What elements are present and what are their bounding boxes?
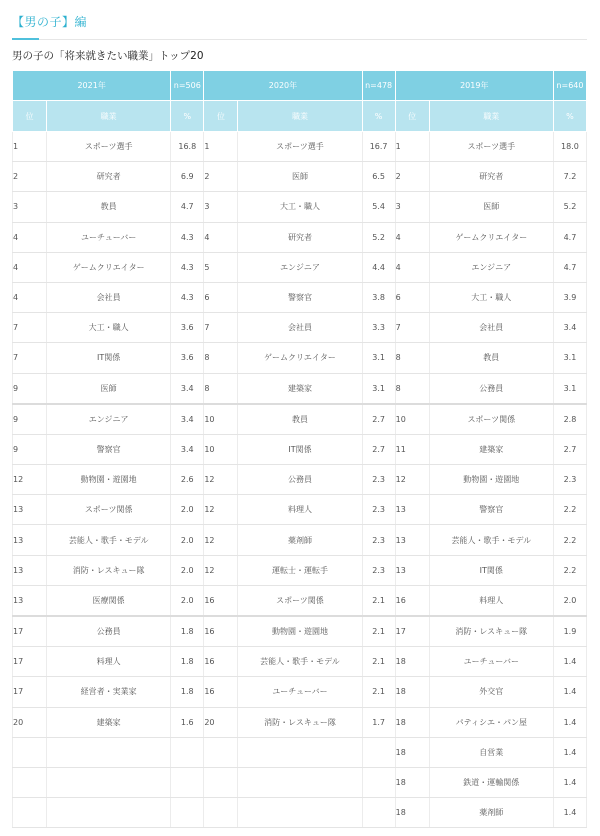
- job-cell: 芸能人・歌手・モデル: [47, 525, 171, 555]
- rank-cell: 8: [395, 343, 429, 373]
- percent-cell: 1.6: [171, 707, 204, 737]
- table-row: [13, 434, 587, 464]
- table-row: [13, 767, 587, 797]
- job-cell: 自営業: [429, 737, 553, 767]
- percent-cell: 3.4: [171, 404, 204, 435]
- rank-cell: 12: [204, 465, 238, 495]
- job-cell: 研究者: [238, 222, 362, 252]
- percent-cell: 3.1: [553, 343, 586, 373]
- rank-cell: 12: [395, 465, 429, 495]
- percent-cell: 3.3: [362, 313, 395, 343]
- table-row: [13, 162, 587, 192]
- rank-cell: 18: [395, 798, 429, 828]
- percent-cell: 6.9: [171, 162, 204, 192]
- rank-cell: 11: [395, 434, 429, 464]
- table-row: [13, 132, 587, 162]
- job-cell: 教員: [47, 192, 171, 222]
- job-cell: 公務員: [429, 373, 553, 404]
- job-cell: [238, 798, 362, 828]
- rank-cell: 8: [395, 373, 429, 404]
- job-cell: 研究者: [429, 162, 553, 192]
- job-cell: 薬剤師: [429, 798, 553, 828]
- job-cell: 医師: [429, 192, 553, 222]
- percent-cell: 3.6: [171, 313, 204, 343]
- rank-cell: 12: [13, 465, 47, 495]
- rank-cell: 17: [13, 677, 47, 707]
- table-row: [13, 798, 587, 828]
- rank-cell: 4: [395, 252, 429, 282]
- rank-cell: 16: [395, 585, 429, 616]
- job-cell: エンジニア: [429, 252, 553, 282]
- table-row: [13, 373, 587, 404]
- rank-cell: 5: [204, 252, 238, 282]
- rank-cell: 4: [204, 222, 238, 252]
- percent-cell: 3.9: [553, 282, 586, 312]
- percent-cell: 1.9: [553, 616, 586, 647]
- rank-cell: 16: [204, 585, 238, 616]
- job-cell: [47, 737, 171, 767]
- job-cell: 建築家: [47, 707, 171, 737]
- percent-cell: 2.1: [362, 677, 395, 707]
- job-cell: 教員: [429, 343, 553, 373]
- job-cell: スポーツ選手: [47, 132, 171, 162]
- percent-cell: 3.8: [362, 282, 395, 312]
- column-header-row: [13, 101, 587, 132]
- rank-cell: 8: [204, 343, 238, 373]
- percent-cell: 1.4: [553, 737, 586, 767]
- percent-cell: 4.7: [171, 192, 204, 222]
- job-cell: 医師: [238, 162, 362, 192]
- percent-cell: 5.2: [553, 192, 586, 222]
- table-row: [13, 465, 587, 495]
- sample-size-2019: n=640: [553, 71, 586, 101]
- percent-cell: 16.8: [171, 132, 204, 162]
- percent-cell: 5.2: [362, 222, 395, 252]
- percent-cell: 4.7: [553, 252, 586, 282]
- rank-cell: 7: [395, 313, 429, 343]
- percent-cell: 2.3: [362, 465, 395, 495]
- percent-cell: 1.4: [553, 647, 586, 677]
- job-cell: スポーツ関係: [429, 404, 553, 435]
- percent-cell: 2.7: [553, 434, 586, 464]
- year-header-2021: 2021年: [13, 71, 171, 101]
- rank-cell: 13: [13, 495, 47, 525]
- table-row: [13, 222, 587, 252]
- rank-cell: 2: [204, 162, 238, 192]
- job-cell: 消防・レスキュー隊: [47, 555, 171, 585]
- job-cell: ユーチューバー: [429, 647, 553, 677]
- job-cell: 料理人: [429, 585, 553, 616]
- job-cell: 外交官: [429, 677, 553, 707]
- job-cell: 建築家: [429, 434, 553, 464]
- job-cell: 研究者: [47, 162, 171, 192]
- table-row: [13, 737, 587, 767]
- percent-cell: 2.1: [362, 647, 395, 677]
- job-cell: [47, 798, 171, 828]
- job-cell: 会社員: [47, 282, 171, 312]
- rank-cell: 7: [204, 313, 238, 343]
- rank-cell: 16: [204, 647, 238, 677]
- percent-cell: 3.6: [171, 343, 204, 373]
- job-cell: 料理人: [47, 647, 171, 677]
- percent-header: %: [553, 101, 586, 132]
- percent-cell: 2.0: [171, 495, 204, 525]
- rank-cell: 6: [204, 282, 238, 312]
- job-cell: 医師: [47, 373, 171, 404]
- sample-size-2020: n=478: [362, 71, 395, 101]
- percent-cell: 1.4: [553, 767, 586, 797]
- rank-cell: 13: [13, 525, 47, 555]
- table-row: [13, 252, 587, 282]
- rank-cell: 13: [395, 555, 429, 585]
- percent-cell: 2.3: [553, 465, 586, 495]
- percent-cell: 2.7: [362, 404, 395, 435]
- rank-cell: 18: [395, 737, 429, 767]
- job-cell: IT関係: [429, 555, 553, 585]
- percent-cell: 1.8: [171, 647, 204, 677]
- percent-cell: 3.1: [553, 373, 586, 404]
- rank-header: 位: [13, 101, 47, 132]
- rank-cell: [204, 798, 238, 828]
- percent-cell: 5.4: [362, 192, 395, 222]
- job-cell: 動物園・遊園地: [238, 616, 362, 647]
- percent-cell: 2.1: [362, 585, 395, 616]
- table-row: [13, 192, 587, 222]
- job-cell: [238, 737, 362, 767]
- year-header-2019: 2019年: [395, 71, 553, 101]
- sample-size-2021: n=506: [171, 71, 204, 101]
- percent-cell: 2.3: [362, 555, 395, 585]
- percent-cell: 3.1: [362, 373, 395, 404]
- job-header: 職業: [429, 101, 553, 132]
- year-header-row: [13, 71, 587, 101]
- rank-cell: 13: [13, 585, 47, 616]
- job-cell: IT関係: [238, 434, 362, 464]
- job-cell: 動物園・遊園地: [47, 465, 171, 495]
- rank-cell: 7: [13, 313, 47, 343]
- table-title: 男の子の「将来就きたい職業」トップ20: [12, 50, 204, 62]
- percent-cell: 2.3: [362, 495, 395, 525]
- title-divider: [12, 39, 587, 40]
- percent-cell: 2.2: [553, 525, 586, 555]
- rank-cell: 18: [395, 767, 429, 797]
- rank-cell: 10: [204, 434, 238, 464]
- rank-cell: 12: [204, 555, 238, 585]
- percent-cell: 4.7: [553, 222, 586, 252]
- job-header: 職業: [238, 101, 362, 132]
- percent-cell: 6.5: [362, 162, 395, 192]
- rank-cell: 18: [395, 647, 429, 677]
- percent-cell: 3.4: [553, 313, 586, 343]
- job-cell: スポーツ関係: [47, 495, 171, 525]
- percent-header: %: [171, 101, 204, 132]
- rank-cell: 9: [13, 434, 47, 464]
- job-cell: 会社員: [238, 313, 362, 343]
- job-cell: ユーチューバー: [47, 222, 171, 252]
- rank-header: 位: [395, 101, 429, 132]
- percent-cell: 1.8: [171, 677, 204, 707]
- job-cell: [47, 767, 171, 797]
- job-cell: ゲームクリエイター: [238, 343, 362, 373]
- rank-cell: 2: [13, 162, 47, 192]
- rank-cell: 12: [204, 525, 238, 555]
- rank-cell: 20: [13, 707, 47, 737]
- rank-cell: [13, 798, 47, 828]
- job-cell: エンジニア: [238, 252, 362, 282]
- rank-cell: 3: [395, 192, 429, 222]
- job-cell: パティシエ・パン屋: [429, 707, 553, 737]
- job-cell: [238, 767, 362, 797]
- job-cell: 動物園・遊園地: [429, 465, 553, 495]
- percent-cell: 4.3: [171, 252, 204, 282]
- rank-cell: [13, 767, 47, 797]
- percent-cell: 2.6: [171, 465, 204, 495]
- rank-cell: 4: [13, 252, 47, 282]
- rank-cell: 4: [13, 222, 47, 252]
- title-accent-bar: [12, 38, 39, 40]
- job-cell: ユーチューバー: [238, 677, 362, 707]
- job-cell: 料理人: [238, 495, 362, 525]
- job-cell: 警察官: [47, 434, 171, 464]
- job-cell: 大工・職人: [47, 313, 171, 343]
- rank-cell: 6: [395, 282, 429, 312]
- job-cell: 薬剤師: [238, 525, 362, 555]
- percent-cell: 3.1: [362, 343, 395, 373]
- rank-cell: 2: [395, 162, 429, 192]
- percent-cell: 4.3: [171, 282, 204, 312]
- rank-cell: 9: [13, 373, 47, 404]
- rank-cell: [204, 767, 238, 797]
- job-cell: 公務員: [47, 616, 171, 647]
- job-cell: 消防・レスキュー隊: [238, 707, 362, 737]
- table-row: [13, 707, 587, 737]
- job-cell: 鉄道・運輸関係: [429, 767, 553, 797]
- rank-cell: 16: [204, 616, 238, 647]
- table-row: [13, 647, 587, 677]
- percent-cell: 2.0: [171, 555, 204, 585]
- table-row: [13, 313, 587, 343]
- rank-cell: 1: [13, 132, 47, 162]
- year-header-2020: 2020年: [204, 71, 362, 101]
- percent-cell: 1.4: [553, 677, 586, 707]
- percent-cell: 7.2: [553, 162, 586, 192]
- percent-cell: [362, 737, 395, 767]
- rank-cell: 8: [204, 373, 238, 404]
- rank-cell: 20: [204, 707, 238, 737]
- job-cell: ゲームクリエイター: [47, 252, 171, 282]
- job-cell: 会社員: [429, 313, 553, 343]
- percent-cell: 4.3: [171, 222, 204, 252]
- job-cell: 警察官: [429, 495, 553, 525]
- table-row: [13, 525, 587, 555]
- percent-cell: 1.4: [553, 798, 586, 828]
- job-header: 職業: [47, 101, 171, 132]
- rank-cell: 3: [13, 192, 47, 222]
- job-cell: スポーツ選手: [429, 132, 553, 162]
- rank-cell: 10: [395, 404, 429, 435]
- table-row: [13, 495, 587, 525]
- percent-cell: [362, 798, 395, 828]
- rank-cell: 1: [395, 132, 429, 162]
- rank-cell: 17: [13, 647, 47, 677]
- job-cell: 大工・職人: [238, 192, 362, 222]
- job-cell: スポーツ関係: [238, 585, 362, 616]
- job-cell: 消防・レスキュー隊: [429, 616, 553, 647]
- job-cell: IT関係: [47, 343, 171, 373]
- rank-cell: 16: [204, 677, 238, 707]
- percent-cell: 18.0: [553, 132, 586, 162]
- percent-cell: 1.8: [171, 616, 204, 647]
- job-cell: 公務員: [238, 465, 362, 495]
- job-cell: ゲームクリエイター: [429, 222, 553, 252]
- percent-cell: [171, 798, 204, 828]
- percent-cell: 2.3: [362, 525, 395, 555]
- percent-cell: [171, 737, 204, 767]
- percent-cell: 2.0: [171, 525, 204, 555]
- rank-cell: 17: [13, 616, 47, 647]
- rank-cell: 9: [13, 404, 47, 435]
- rank-cell: 4: [13, 282, 47, 312]
- percent-cell: 2.1: [362, 616, 395, 647]
- table-row: [13, 677, 587, 707]
- rank-cell: 12: [204, 495, 238, 525]
- table-row: [13, 555, 587, 585]
- percent-cell: 2.8: [553, 404, 586, 435]
- rank-cell: 17: [395, 616, 429, 647]
- job-cell: 芸能人・歌手・モデル: [429, 525, 553, 555]
- rank-cell: 10: [204, 404, 238, 435]
- table-row: [13, 404, 587, 435]
- table-row: [13, 585, 587, 616]
- job-cell: 建築家: [238, 373, 362, 404]
- job-cell: 大工・職人: [429, 282, 553, 312]
- rank-cell: 18: [395, 677, 429, 707]
- percent-cell: 1.7: [362, 707, 395, 737]
- percent-cell: [362, 767, 395, 797]
- rank-cell: 7: [13, 343, 47, 373]
- rank-cell: 1: [204, 132, 238, 162]
- job-cell: エンジニア: [47, 404, 171, 435]
- percent-cell: 2.7: [362, 434, 395, 464]
- job-cell: 教員: [238, 404, 362, 435]
- percent-cell: 2.2: [553, 495, 586, 525]
- rank-cell: 13: [395, 495, 429, 525]
- job-cell: 芸能人・歌手・モデル: [238, 647, 362, 677]
- job-cell: 経営者・実業家: [47, 677, 171, 707]
- rank-header: 位: [204, 101, 238, 132]
- job-cell: スポーツ選手: [238, 132, 362, 162]
- percent-cell: 3.4: [171, 373, 204, 404]
- rank-cell: 13: [13, 555, 47, 585]
- percent-cell: 2.0: [553, 585, 586, 616]
- job-cell: 警察官: [238, 282, 362, 312]
- percent-cell: 2.2: [553, 555, 586, 585]
- table-row: [13, 343, 587, 373]
- ranking-table: [12, 70, 587, 828]
- job-cell: 運転士・運転手: [238, 555, 362, 585]
- rank-cell: 4: [395, 222, 429, 252]
- rank-cell: [204, 737, 238, 767]
- section-title: 【男の子】編: [12, 15, 88, 29]
- table-row: [13, 282, 587, 312]
- percent-cell: 16.7: [362, 132, 395, 162]
- percent-cell: [171, 767, 204, 797]
- rank-cell: 18: [395, 707, 429, 737]
- percent-cell: 3.4: [171, 434, 204, 464]
- percent-cell: 4.4: [362, 252, 395, 282]
- rank-cell: 3: [204, 192, 238, 222]
- rank-cell: 13: [395, 525, 429, 555]
- percent-cell: 2.0: [171, 585, 204, 616]
- percent-cell: 1.4: [553, 707, 586, 737]
- percent-header: %: [362, 101, 395, 132]
- job-cell: 医療関係: [47, 585, 171, 616]
- table-row: [13, 616, 587, 647]
- ranking-body: [13, 132, 587, 828]
- rank-cell: [13, 737, 47, 767]
